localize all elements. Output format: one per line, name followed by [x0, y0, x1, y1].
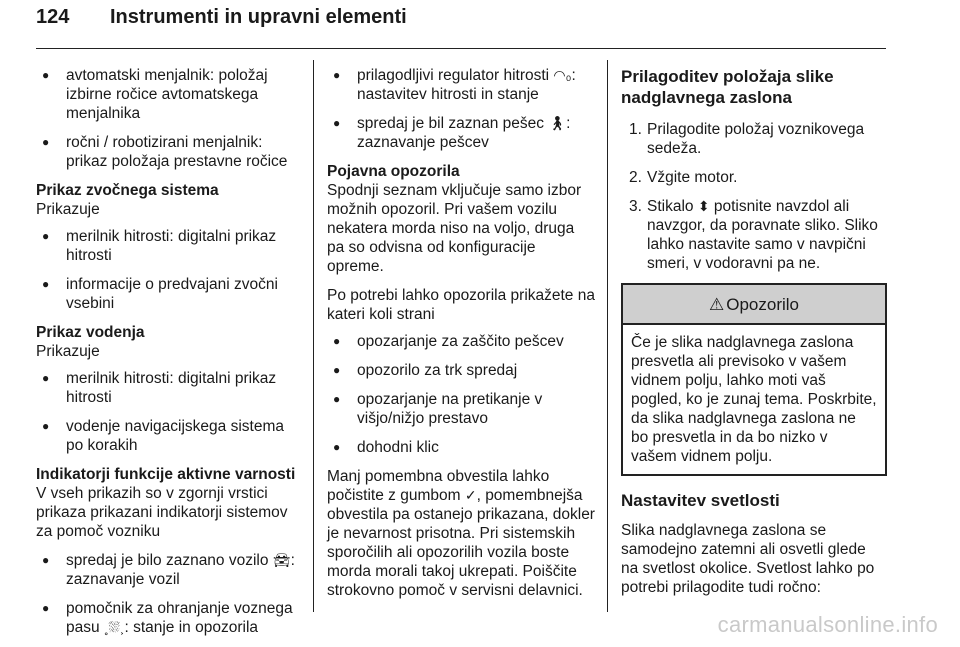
list-item [36, 551, 300, 589]
active-safety-heading: Indikatorji funkcije aktivne varnosti [36, 466, 296, 483]
item-text: spredaj je bil zaznan pešec [357, 115, 549, 132]
assist-list [327, 66, 595, 152]
list-item [327, 114, 595, 152]
brightness-text: Slika nadglavnega zaslona se samodejno zatemni ali osvetli glede na svetlost okolice. Svetlost lahko po potrebi prilagodite tudi ročno: [621, 522, 875, 596]
column-1 [36, 66, 300, 647]
list-item: ● informacije o predvajani zvočni vsebini [36, 275, 300, 313]
list-item: ● opozarjanje za zaščito pešcev [327, 332, 595, 351]
audio-intro: Prikazuje [36, 201, 100, 218]
header-rule [36, 48, 886, 49]
navigation-display-heading: Prikaz vodenja [36, 324, 145, 341]
paragraph: Spodnji seznam vključuje samo izbor možnih opozoril. Pri vašem vozilu nekatera morda niso na voljo, druga pa so odvisna od konfiguracije opreme. [327, 182, 582, 275]
item-text: pomočnik za ohranjanje voznega pasu [66, 600, 293, 636]
popup-warnings-heading: Pojavna opozorila [327, 163, 460, 180]
navigation-intro: Prikazuje [36, 343, 100, 360]
column-divider [313, 60, 314, 612]
list-item: ● merilnik hitrosti: digitalni prikaz hitrosti [36, 227, 300, 265]
warning-triangle-icon: ⚠︎ [708, 294, 725, 314]
list-item: ● opozorilo za trk spredaj [327, 361, 595, 380]
active-safety-list [36, 551, 300, 637]
check-icon: ✓ [464, 487, 477, 503]
step-item [621, 168, 887, 187]
warning-box [621, 283, 887, 476]
list-item: ● avtomatski menjalnik: položaj izbirne ročice avtomatskega menjalnika [36, 66, 300, 123]
watermark: carmanualsonline.info [717, 612, 938, 637]
warning-title: Opozorilo [726, 294, 799, 314]
paragraph [327, 467, 595, 600]
step-number: 3. [629, 198, 642, 215]
paragraph-text: , pomembnejša obvestila pa ostanejo prikazana, dokler je nevarnost prisotna. Pri sistemskih sporočilih ali opozorilih vozila boste morda morali takoj ukrepati. Poiščite strokovno pomoč v servisni delavnici. [327, 487, 595, 599]
step-text: potisnite navzdol ali navzgor, da poravnate sliko. Sliko lahko nastavite samo v navpični smeri, v vodoravni pa ne. [647, 198, 878, 272]
item-text: spredaj je bilo zaznano vozilo [66, 552, 273, 569]
page-title: Instrumenti in upravni elementi [110, 6, 407, 28]
step-text: Prilagodite položaj voznikovega sedeža. [647, 121, 865, 157]
display-type-list [36, 66, 300, 171]
page-header [36, 6, 407, 29]
list-item: ● ročni / robotizirani menjalnik: prikaz položaja prestavne ročice [36, 133, 300, 171]
page-number: 124 [36, 6, 70, 28]
list-item: ● opozarjanje na pretikanje v višjo/nižjo prestavo [327, 390, 595, 428]
step-item [621, 197, 887, 273]
audio-display-heading: Prikaz zvočnega sistema [36, 182, 219, 199]
step-text: Vžgite motor. [647, 169, 738, 186]
audio-list [36, 227, 300, 313]
hud-switch-icon: ⬍ [697, 198, 710, 214]
navigation-list [36, 369, 300, 455]
warning-header [623, 285, 885, 325]
pedestrian-icon: 🚶︎ [548, 115, 567, 131]
list-item [36, 599, 300, 637]
vehicle-ahead-icon: 🚘︎ [272, 552, 291, 568]
item-text: : zaznavanje vozil [66, 552, 295, 588]
column-3 [621, 66, 887, 607]
warning-body: Če je slika nadglavnega zaslona presvetla ali previsoko v vašem vidnem polju, lahko moti vaš pogled, ko je zunaj tema. Poskrbite, da slika nadglavnega zaslona ne bo presvetla in da bo nizko v vašem vidnem polju. [631, 334, 877, 465]
step-number: 2. [629, 169, 642, 186]
hud-steps-list [621, 120, 887, 273]
paragraph-text: Manj pomembna obvestila lahko počistite z gumbom [327, 468, 550, 504]
lane-keep-icon: ˳⛆˲ [103, 619, 125, 635]
column-2 [327, 66, 595, 610]
paragraph: Po potrebi lahko opozorila prikažete na kateri koli strani [327, 287, 595, 323]
warnings-list [327, 332, 595, 457]
adaptive-cruise-icon: ◠₀ [553, 67, 572, 83]
list-item: ● merilnik hitrosti: digitalni prikaz hitrosti [36, 369, 300, 407]
item-text: : nastavitev hitrosti in stanje [357, 67, 576, 103]
active-safety-text: V vseh prikazih so v zgornji vrstici prikaza prikazani indikatorji sistemov za pomoč vozniku [36, 485, 288, 540]
item-text: : stanje in opozorila [124, 619, 259, 636]
step-item [621, 120, 887, 158]
brightness-heading: Nastavitev svetlosti [621, 491, 780, 510]
column-divider [607, 60, 608, 612]
list-item [327, 66, 595, 104]
list-item: ● dohodni klic [327, 438, 595, 457]
item-text: prilagodljivi regulator hitrosti [357, 67, 554, 84]
list-item: ● vodenje navigacijskega sistema po korakih [36, 417, 300, 455]
step-text: Stikalo [647, 198, 698, 215]
step-number: 1. [629, 121, 642, 138]
hud-position-heading: Prilagoditev položaja slike nadglavnega zaslona [621, 67, 834, 107]
item-text: : zaznavanje pešcev [357, 115, 571, 151]
